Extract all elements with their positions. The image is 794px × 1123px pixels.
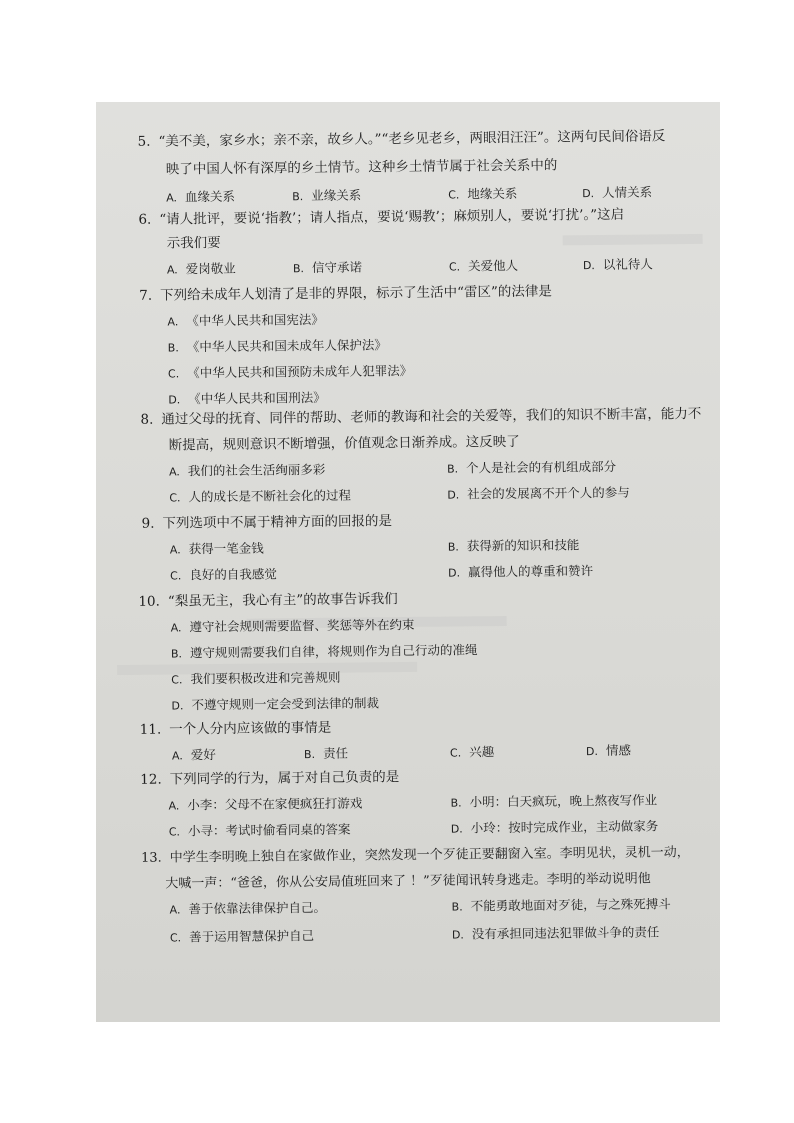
option-d: D. 以礼待人 [582, 256, 653, 273]
question-stem: “请人批评，要说‘指教’；请人指点，要说‘赐教’；麻烦别人，要说‘打扰’。”这启 [159, 206, 625, 228]
question-number: 6. [138, 211, 152, 228]
option-b: B. 不能勇敢地面对歹徒，与之殊死搏斗 [451, 896, 671, 914]
question-9 [141, 512, 392, 534]
option-a: A. 我们的社会生活绚丽多彩 [168, 461, 326, 479]
option-d: D. 赢得他人的尊重和赞许 [448, 563, 594, 580]
question-stem-continued: 大喊一声：“爸爸，你从公安局值班回来了 ！”歹徒闻讯转身逃走。李明的举动说明他 [165, 871, 651, 892]
question-13 [141, 843, 690, 868]
question-stem-continued: 断提高，规则意识不断增强，价值观念日渐养成。这反映了 [168, 433, 520, 454]
option-b: B. 个人是社会的有机组成部分 [446, 458, 617, 476]
option-a: A. 小李：父母不在家便疯狂打游戏 [168, 795, 363, 813]
question-12 [140, 768, 399, 790]
question-stem: 一个人分内应该做的事情是 [169, 719, 332, 738]
show-through-mark [563, 234, 703, 245]
question-stem: 下列给未成年人划清了是非的界限，标示了生活中“雷区”的法律是 [160, 283, 552, 304]
question-number: 5. [137, 133, 151, 150]
option-a: A. 血缘关系 [166, 188, 236, 205]
question-number: 12. [140, 771, 162, 788]
question-number: 7. [139, 287, 153, 304]
option-c: C. 关爱他人 [448, 257, 519, 274]
option-d: D. 《中华人民共和国刑法》 [168, 389, 326, 407]
option-a: A. 爱好 [171, 747, 216, 763]
question-10 [138, 590, 397, 612]
question-stem: 下列选项中不属于精神方面的回报的是 [162, 513, 393, 532]
option-d: D. 人情关系 [582, 184, 653, 201]
option-b: B. 遵守规则需要我们自律，将规则作为自己行动的准绳 [170, 642, 478, 661]
option-c: C. 地缘关系 [448, 185, 518, 202]
question-stem: 通过父母的抚育、同伴的帮助、老师的教诲和社会的关爱等，我们的知识不断丰富，能力不 [161, 405, 702, 428]
option-c: C. 《中华人民共和国预防未成年人犯罪法》 [167, 362, 413, 381]
option-c: C. 善于运用智慧保护自己 [169, 928, 315, 945]
question-number: 13. [141, 850, 162, 866]
exam-paper-content [96, 102, 720, 1022]
question-6 [138, 206, 624, 230]
option-d: D. 社会的发展离不开个人的参与 [447, 484, 630, 502]
option-a: A. 《中华人民共和国宪法》 [167, 311, 324, 329]
question-number: 10. [138, 593, 160, 610]
option-c: C. 兴趣 [449, 744, 495, 760]
exam-paper-photo [96, 102, 720, 1022]
question-number: 11. [139, 721, 162, 738]
question-7 [139, 282, 552, 305]
question-stem-continued: 示我们要 [166, 234, 221, 252]
option-b: B. 小明：白天疯玩，晚上熬夜写作业 [450, 792, 658, 810]
option-b: B. 《中华人民共和国未成年人保护法》 [167, 337, 387, 355]
option-d: D. 小玲：按时完成作业，主动做家务 [450, 818, 659, 836]
option-d: D. 不遵守规则一定会受到法律的制裁 [171, 695, 380, 713]
option-b: B. 责任 [303, 745, 349, 762]
question-stem: 下列同学的行为，属于对自己负责的是 [169, 769, 400, 788]
option-c: C. 我们要积极改进和完善规则 [171, 669, 341, 687]
option-a: A. 爱岗敬业 [166, 260, 236, 277]
option-b: B. 业缘关系 [292, 187, 362, 204]
question-stem: “美不美，家乡水；亲不亲，故乡人。”“老乡见老乡，两眼泪汪汪”。这两句民间俗语反 [158, 128, 666, 150]
option-c: C. 良好的自我感觉 [170, 566, 277, 583]
question-stem: 中学生李明晚上独自在家做作业，突然发现一个歹徒正要翻窗入室。李明见状，灵机一动， [169, 845, 690, 866]
option-c: C. 人的成长是不断社会化的过程 [169, 487, 352, 505]
option-b: B. 信守承诺 [292, 259, 363, 276]
question-11 [140, 719, 332, 740]
option-a: A. 获得一笔金钱 [169, 540, 264, 557]
option-a: A. 善于依靠法律保护自己。 [169, 899, 327, 917]
option-d: D. 没有承担同违法犯罪做斗争的责任 [451, 924, 660, 942]
question-number: 8. [140, 411, 154, 428]
question-stem-continued: 映了中国人怀有深厚的乡土情节。这种乡土情节属于社会关系中的 [165, 157, 558, 178]
option-d: D. 情感 [585, 742, 632, 759]
question-5 [137, 127, 665, 152]
option-a: A. 遵守社会规则需要监督、奖惩等外在约束 [170, 616, 415, 635]
question-number: 9. [141, 515, 155, 532]
option-b: B. 获得新的知识和技能 [447, 537, 580, 554]
question-stem: “梨虽无主，我心有主”的故事告诉我们 [167, 591, 398, 610]
option-c: C. 小寻：考试时偷看同桌的答案 [168, 821, 351, 839]
